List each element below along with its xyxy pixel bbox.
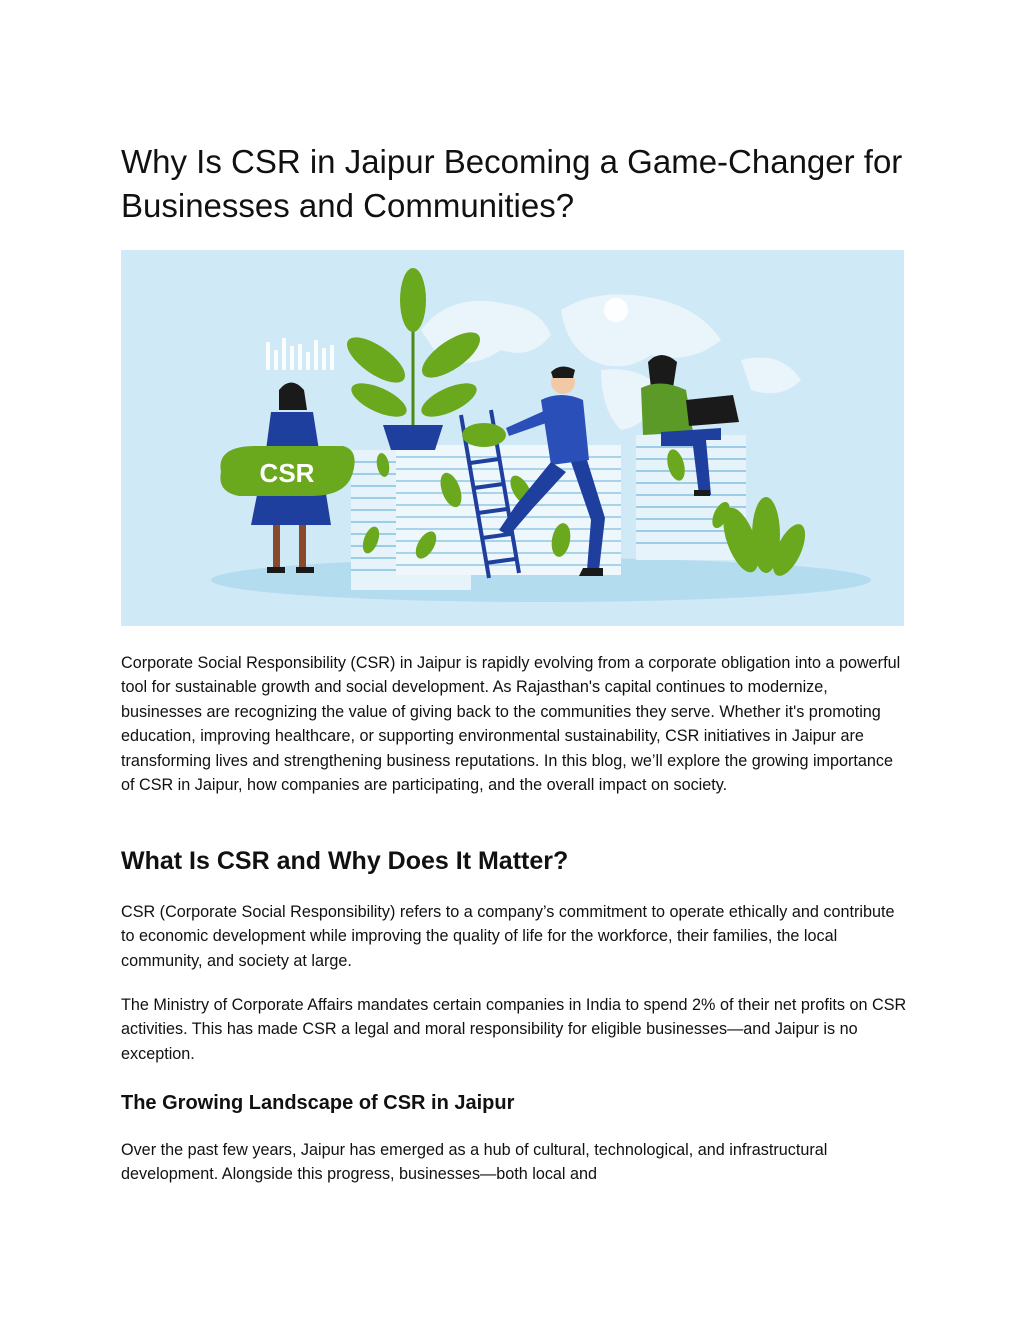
hero-illustration	[121, 250, 904, 626]
csr-badge-icon	[220, 446, 354, 496]
section-heading-growing-landscape: The Growing Landscape of CSR in Jaipur	[121, 1092, 515, 1114]
section2-paragraph-1: Over the past few years, Jaipur has emerged as a hub of cultural, technological, and infrastructural development. Alongside this progress, businesses—both local and	[121, 1141, 828, 1184]
article-title: Why Is CSR in Jaipur Becoming a Game-Changer for Businesses and Communities?	[121, 143, 903, 224]
svg-text:CSR: CSR	[259, 458, 315, 488]
section-heading-what-is-csr: What Is CSR and Why Does It Matter?	[121, 847, 569, 875]
section1-paragraph-1: CSR (Corporate Social Responsibility) refers to a company’s commitment to operate ethically and contribute to economic development while improving the quality of life for the workforce, their families, the local community, and society at large.	[121, 903, 895, 970]
section1-paragraph-2: The Ministry of Corporate Affairs mandates certain companies in India to spend 2% of their net profits on CSR activities. This has made CSR a legal and moral responsibility for eligible businesses—and Jaipur is no exception.	[121, 996, 907, 1063]
intro-paragraph: Corporate Social Responsibility (CSR) in Jaipur is rapidly evolving from a corporate obligation into a powerful tool for sustainable growth and social development. As Rajasthan's capital continues to modernize, businesses are recognizing the value of giving back to the communities they serve. Whether it's promoting education, improving healthcare, or supporting environmental sustainability, CSR initiatives in Jaipur are transforming lives and strengthening business reputations. In this blog, we’ll explore the growing importance of CSR in Jaipur, how companies are participating, and the overall impact on society.	[121, 654, 901, 795]
